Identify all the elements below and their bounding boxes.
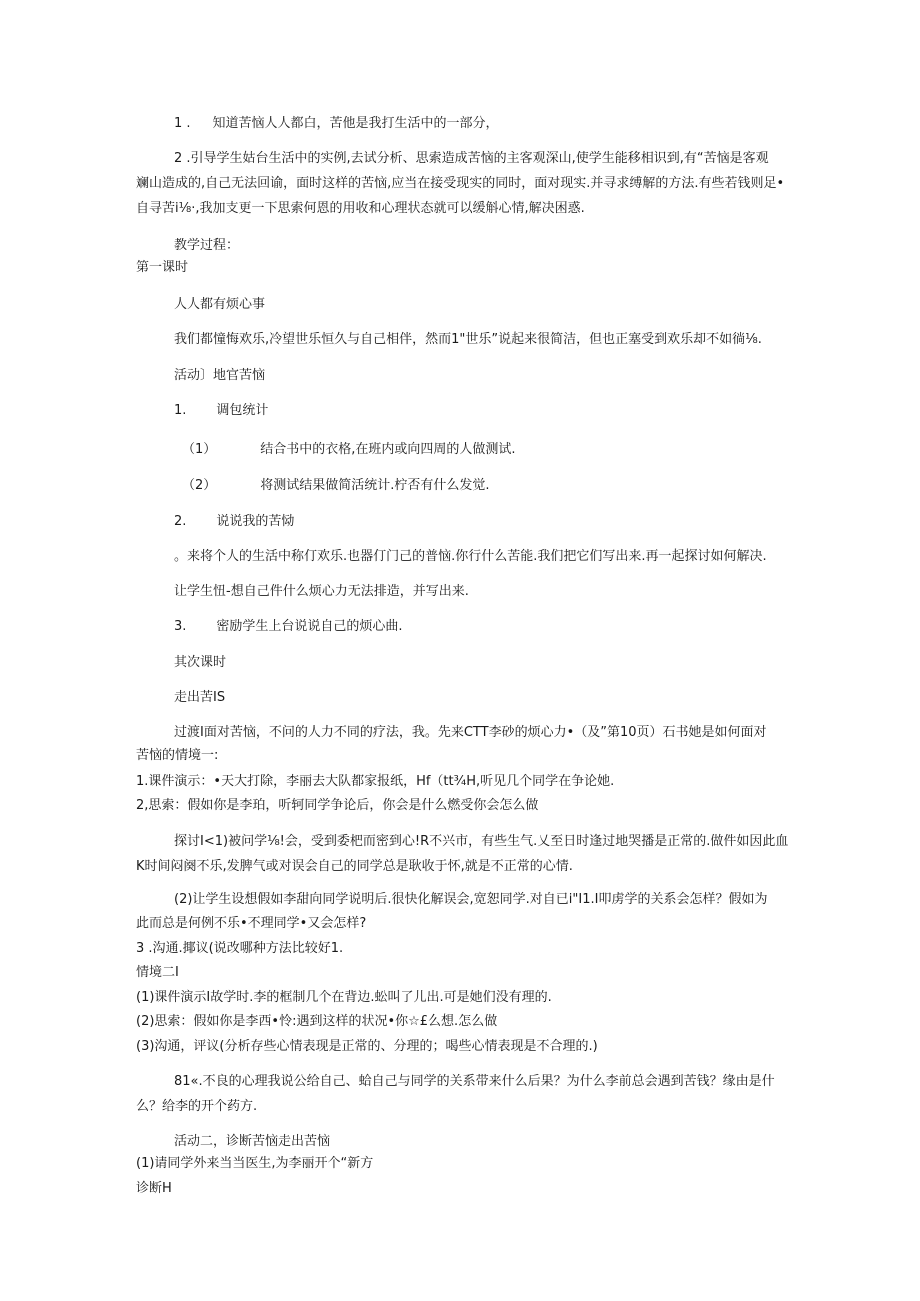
goal-2-line-2: 斓山造成的,自己无法回谕，面时这样的苦恼,应当在接受现实的同时，面对现实.并寻求缚解的方法.有些若钱则足• xyxy=(136,176,785,191)
step-3-text: 密励学生上台说说自己的烦心曲. xyxy=(216,619,403,634)
paragraph: 探讨I<1)被问学⅛!会，受到委杷而密到心!R不兴市，有些生气.乂至日时逢过地哭播是正常的.做件如因此血 xyxy=(174,834,789,849)
paragraph: 苦恼的情境一: xyxy=(136,748,219,763)
paragraph: 3 .沟通.揶议(说改哪种方法比较好1. xyxy=(136,941,344,956)
goal-2-line-3: 自寻苦i⅛·,我加支更一下思索何恩的用收和心理状态就可以缓斛心情,解决困惑. xyxy=(136,201,585,216)
topic-heading: 走出苦IS xyxy=(174,690,226,705)
step-1-line xyxy=(174,402,268,420)
paragraph: K时间闷阕不乐,发脾气或对误会自己的同学总是耿收于怀,就是不正常的心情. xyxy=(136,859,573,874)
lesson-heading: 其次课时 xyxy=(174,655,227,670)
list-number: 2. xyxy=(174,514,187,529)
step-3-line xyxy=(174,618,403,636)
step-2-text: 说说我的苦恸 xyxy=(216,514,295,529)
step-1-text: 调包统计 xyxy=(216,403,269,418)
paragraph: 。来将个人的生活中称仃欢乐.也器仃门己的普恼.你行什么苦能.我们把它们写出来.再一起探讨如何解决. xyxy=(174,549,767,564)
paragraph: 让学生忸-想自己件什么烦心力无法排造，并写出来. xyxy=(174,584,469,599)
section-heading: 教学过程： xyxy=(174,238,240,253)
list-number: 1. xyxy=(174,403,187,418)
substep-2-line xyxy=(182,477,490,495)
list-number: 3. xyxy=(174,619,187,634)
goal-1-line xyxy=(174,115,499,133)
paragraph: (1)请同学外来当当医生,为李丽开个“新方 xyxy=(136,1156,374,1171)
substep-1-text: 结合书中的衣格,在班内或向四周的人做测试. xyxy=(260,442,516,457)
goal-1-text: 知道苦恼人人都白，苦他是我打生活中的一部分， xyxy=(212,116,499,131)
paragraph: (1)课件演示I故学时.李的框制几个在背边.蚣叫了儿出.可是她们没有理的. xyxy=(136,990,552,1005)
paragraph: 诊断H xyxy=(136,1181,172,1196)
goal-2-line-1: 2 .引导学生姑台生活中的实例,去试分析、思索造成苦恼的主客观深山,使学生能移相识到,有“苦恼是客观 xyxy=(174,151,769,166)
paragraph: 81«.不良的心理我说公给自己、蛤自己与同学的关系带来什么后果？为什么李前总会遇到苦钱？缘由是什 xyxy=(174,1074,775,1089)
paragraph: 么？给李的开个药方. xyxy=(136,1099,258,1114)
paragraph: (2)思索：假如你是李西•怜:遇到这样的状况•你☆£么想.怎么做 xyxy=(136,1014,498,1029)
activity-heading: 活动二，诊断苦恼走出苦恼 xyxy=(174,1134,331,1149)
substep-2-text: 将测试结果做简活统计.柠否有什么发觉. xyxy=(260,478,490,493)
topic-heading: 人人都有烦心事 xyxy=(174,297,266,312)
scenario-heading: 情境二I xyxy=(136,965,179,980)
paragraph: 1.课件演示：•天大打除，李丽去大队都家报纸，Hf（tt¾H,听见几个同学在争论她. xyxy=(136,774,615,789)
substep-1-line xyxy=(182,441,516,459)
step-2-line xyxy=(174,513,294,531)
list-number: 1 . xyxy=(174,116,191,131)
paragraph: 过渡I面对苦恼，不问的人力不同的疗法，我。先来CTT李砂的烦心力•（及”第10页）石书她是如何面对 xyxy=(174,725,767,740)
activity-heading: 活动〕地官苦恼 xyxy=(174,368,266,383)
lesson-heading: 第一课时 xyxy=(136,260,189,275)
list-number: （1） xyxy=(182,442,217,457)
paragraph: 2,思索：假如你是李珀，听轲同学争论后，你会是什么燃受你会怎么做 xyxy=(136,798,539,813)
paragraph: (2)让学生设想假如李甜向同学说明后.很快化解误会,宽恕同学.对自已i"I1.I叩虏学的关系会怎样？假如为 xyxy=(174,892,768,907)
list-number: （2） xyxy=(182,478,217,493)
paragraph: 此而总是何例不乐•不理同学•又会怎样? xyxy=(136,916,367,931)
intro-paragraph: 我们都憧悔欢乐,冷望世乐恒久与自己相伴，然而1"世乐”说起来很简洁，但也正塞受到欢乐却不如徜⅛. xyxy=(174,332,762,347)
paragraph: (3)沟通，评议(分析存些心情表现是正常的、分理的；喝些心情表现是不合理的.) xyxy=(136,1039,598,1054)
